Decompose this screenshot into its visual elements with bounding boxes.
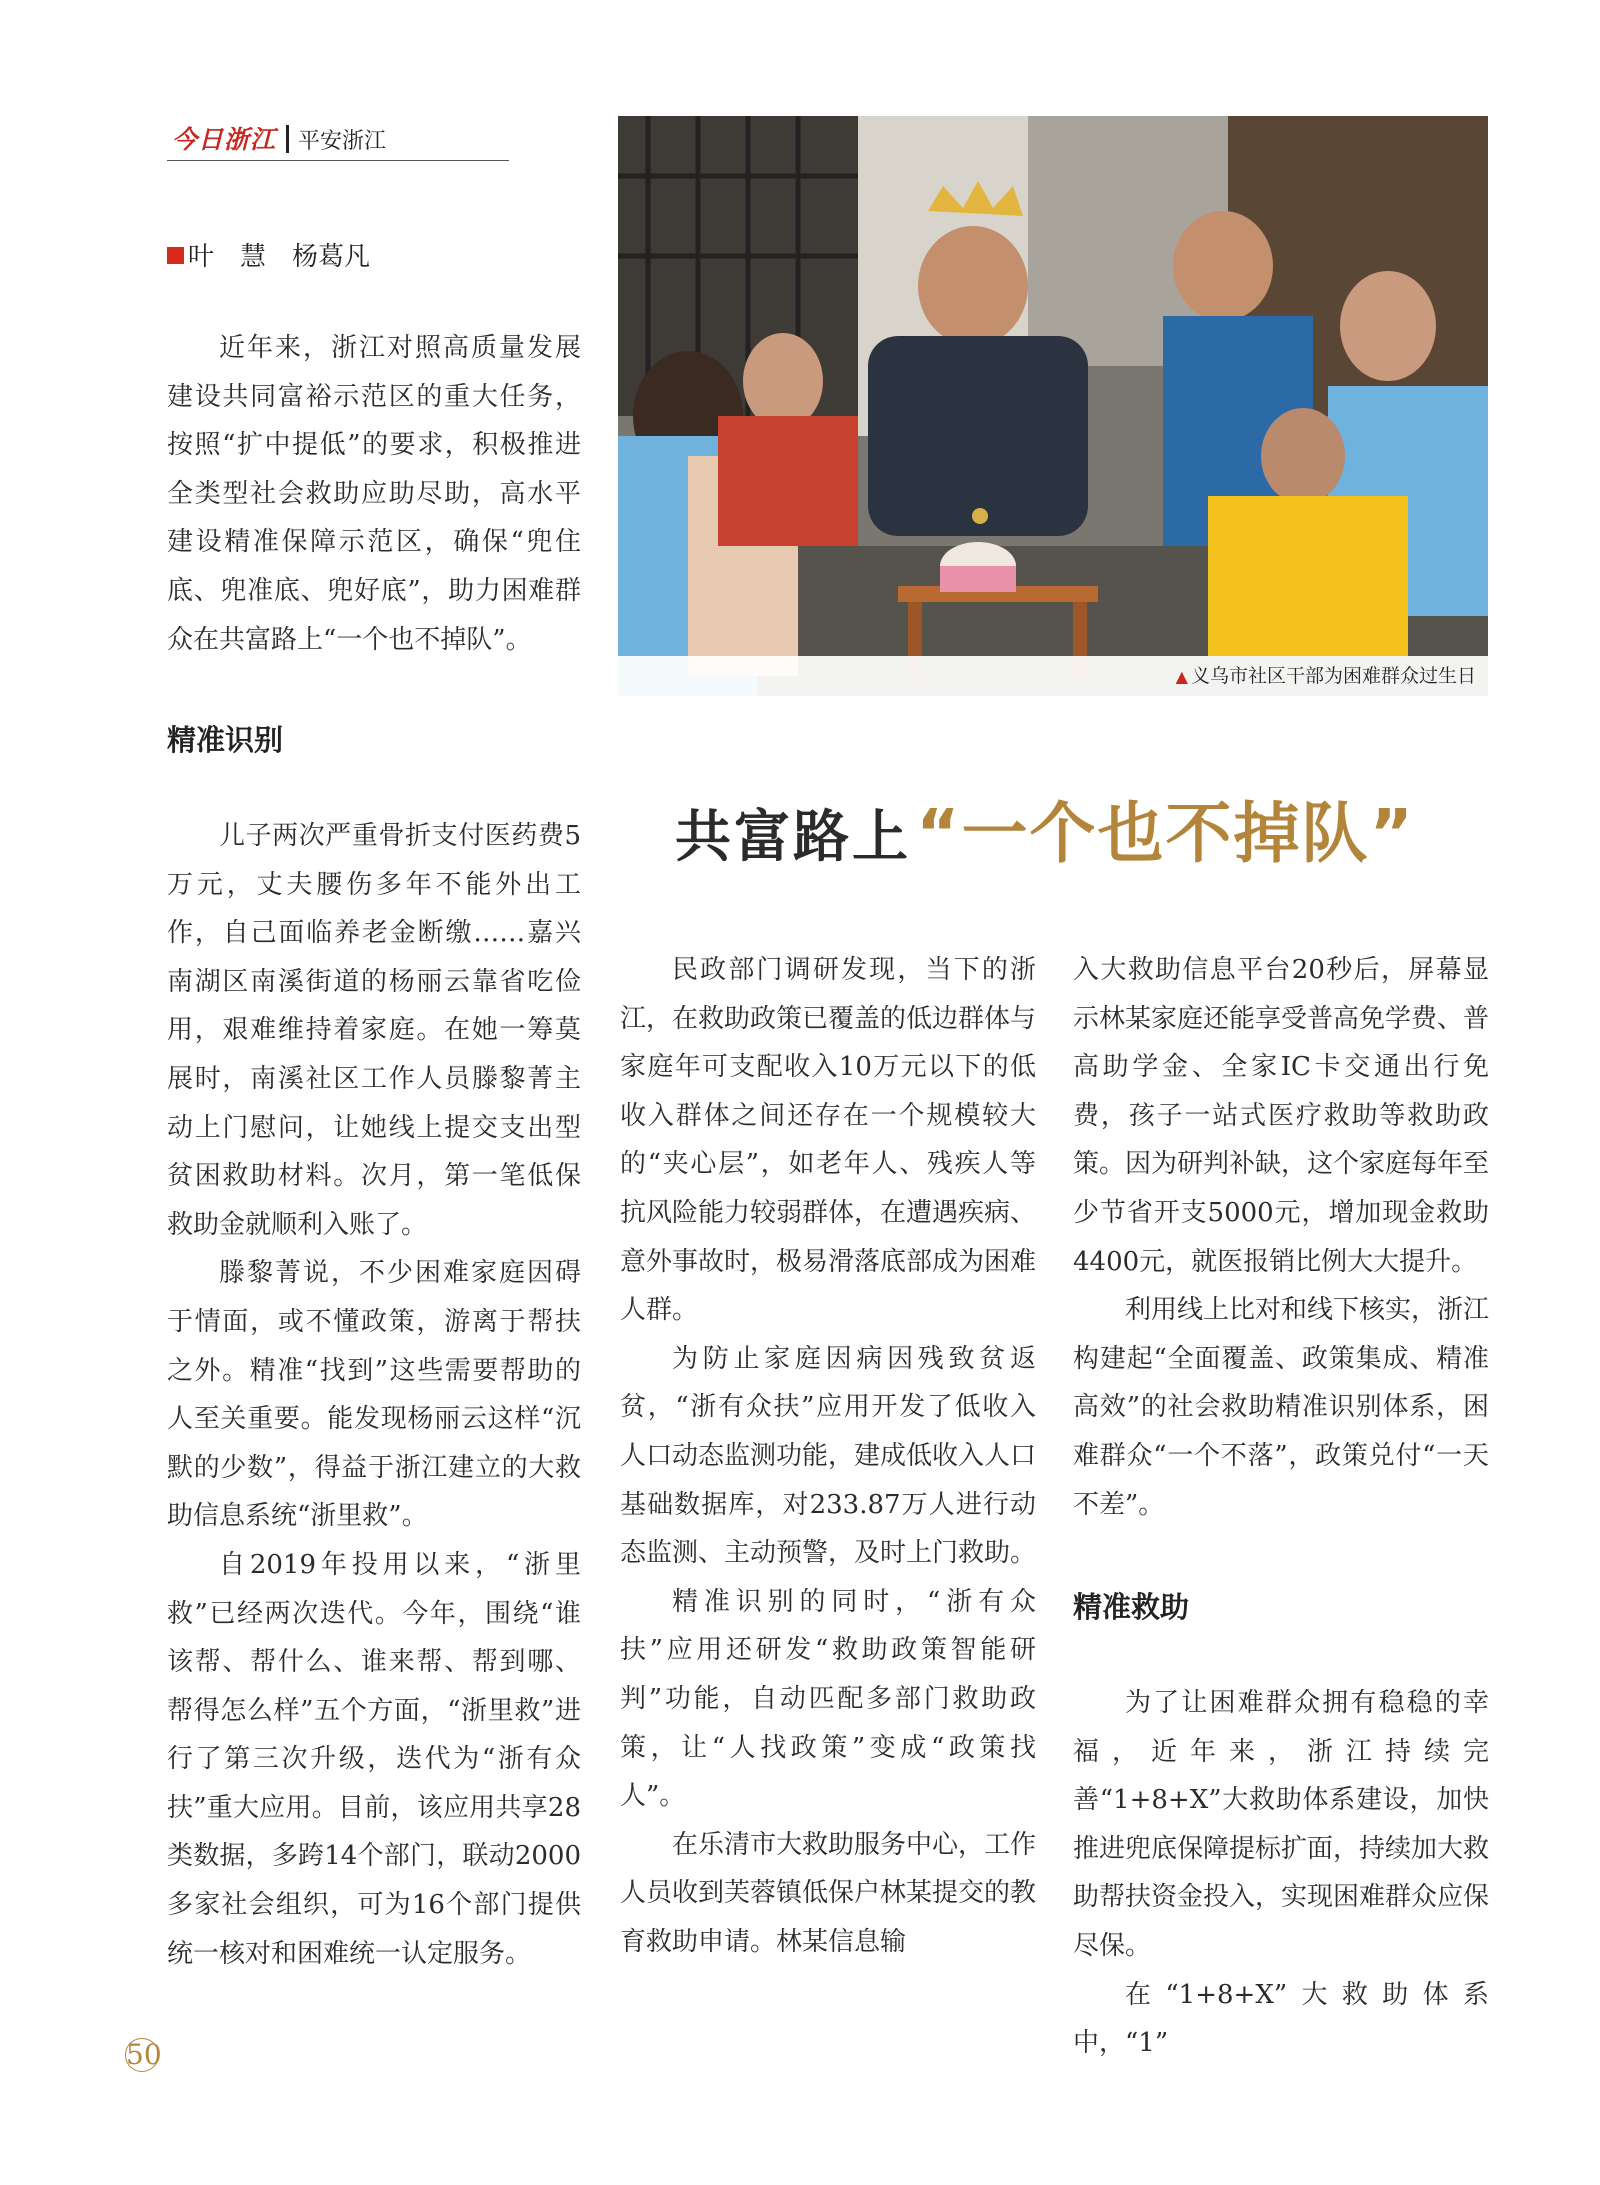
paragraph: 为了让困难群众拥有稳稳的幸福，近年来，浙江持续完善“1+8+X”大救助体系建设，加快推进兜底保障提标扩面，持续加大救助帮扶资金投入，实现困难群众应保尽保。 <box>1073 1688 1490 1961</box>
section-heading-assistance: 精准救助 <box>1073 1590 1190 1624</box>
column-1-body <box>167 812 581 1978</box>
page-number: 50 <box>126 2038 162 2071</box>
caption-triangle-icon: ▲ <box>1175 667 1188 686</box>
paragraph-continued: 入大救助信息平台20秒后，屏幕显示林某家庭还能享受普高免学费、普高助学金、全家IC卡交通出行免费，孩子一站式医疗救助等救助政策。因为研判补缺，这个家庭每年至少节省开支5000元，增加现金救助4400元，就医报销比例大大提升。 <box>1073 955 1490 1277</box>
paragraph: 民政部门调研发现，当下的浙江，在救助政策已覆盖的低边群体与家庭年可支配收入10万元以下的低收入群体之间还存在一个规模较大的“夹心层”，如老年人、残疾人等抗风险能力较弱群体，在遭遇疾病、意外事故时，极易滑落底部成为困难人群。 <box>620 955 1037 1326</box>
masthead-divider <box>286 125 289 153</box>
title-accent: “一个也不掉队” <box>916 795 1415 872</box>
title-lead: 共富路上 <box>675 804 911 870</box>
intro-paragraph: 近年来，浙江对照高质量发展建设共同富裕示范区的重大任务，按照“扩中提低”的要求，积极推进全类型社会救助应助尽助，高水平建设精准保障示范区，确保“兜住底、兜准底、兜好底”，助力困难群众在共富路上“一个也不掉队”。 <box>167 333 581 655</box>
paragraph: 利用线上比对和线下核实，浙江构建起“全面覆盖、政策集成、精准高效”的社会救助精准识别体系，困难群众“一个不落”，政策兑付“一天不差”。 <box>1073 1295 1490 1520</box>
paragraph: 在“1+8+X”大救助体系中，“1” <box>1073 1979 1489 2059</box>
section-heading-identification: 精准识别 <box>167 723 284 757</box>
column-3-body-bottom <box>1073 1679 1489 2068</box>
byline <box>167 236 370 273</box>
paragraph: 滕黎菁说，不少困难家庭因碍于情面，或不懂政策，游离于帮扶之外。精准“找到”这些需要帮助的人至关重要。能发现杨丽云这样“沉默的少数”，得益于浙江建立的大救助信息系统“浙里救”。 <box>167 1258 581 1532</box>
paragraph: 自2019年投用以来，“浙里救”已经两次迭代。今年，围绕“谁该帮、帮什么、谁来帮、帮到哪、帮得怎么样”五个方面，“浙里救”进行了第三次升级，迭代为“浙有众扶”重大应用。目前，该应用共享28类数据，多跨14个部门，联动2000多家社会组织，可为16个部门提供统一核对和困难统一认定服务。 <box>167 1549 581 1969</box>
column-3-body-top <box>1073 946 1489 1529</box>
paragraph: 在乐清市大救助服务中心，工作人员收到芙蓉镇低保户林某提交的教育救助申请。林某信息输 <box>620 1829 1037 1957</box>
paragraph: 为防止家庭因病因残致贫返贫，“浙有众扶”应用开发了低收入人口动态监测功能，建成低收入人口基础数据库，对233.87万人进行动态监测、主动预警，及时上门救助。 <box>620 1343 1037 1569</box>
caption-bar <box>618 656 1488 696</box>
magazine-logo: 今日浙江 <box>172 125 277 154</box>
article-photo <box>618 116 1488 696</box>
caption-text: 义乌市社区干部为困难群众过生日 <box>1190 665 1476 687</box>
paragraph: 精准识别的同时，“浙有众扶”应用还研发“救助政策智能研判”功能，自动匹配多部门救助政策，让“人找政策”变成“政策找人”。 <box>620 1586 1036 1812</box>
section-label: 平安浙江 <box>298 129 387 154</box>
masthead <box>167 120 509 161</box>
article-title <box>675 780 1415 875</box>
column-2-body <box>620 946 1036 1966</box>
paragraph: 儿子两次严重骨折支付医药费5万元，丈夫腰伤多年不能外出工作，自己面临养老金断缴……嘉兴南湖区南溪街道的杨丽云靠省吃俭用，艰难维持着家庭。在她一筹莫展时，南溪社区工作人员滕黎菁主动上门慰问，让她线上提交支出型贫困救助材料。次月，第一笔低保救助金就顺利入账了。 <box>167 821 581 1240</box>
photo-illustration <box>618 116 1488 696</box>
photo-caption <box>1176 661 1476 688</box>
byline-authors: 叶 慧 杨葛凡 <box>188 242 371 272</box>
column-1-intro <box>167 324 581 664</box>
byline-square-icon <box>167 247 184 264</box>
